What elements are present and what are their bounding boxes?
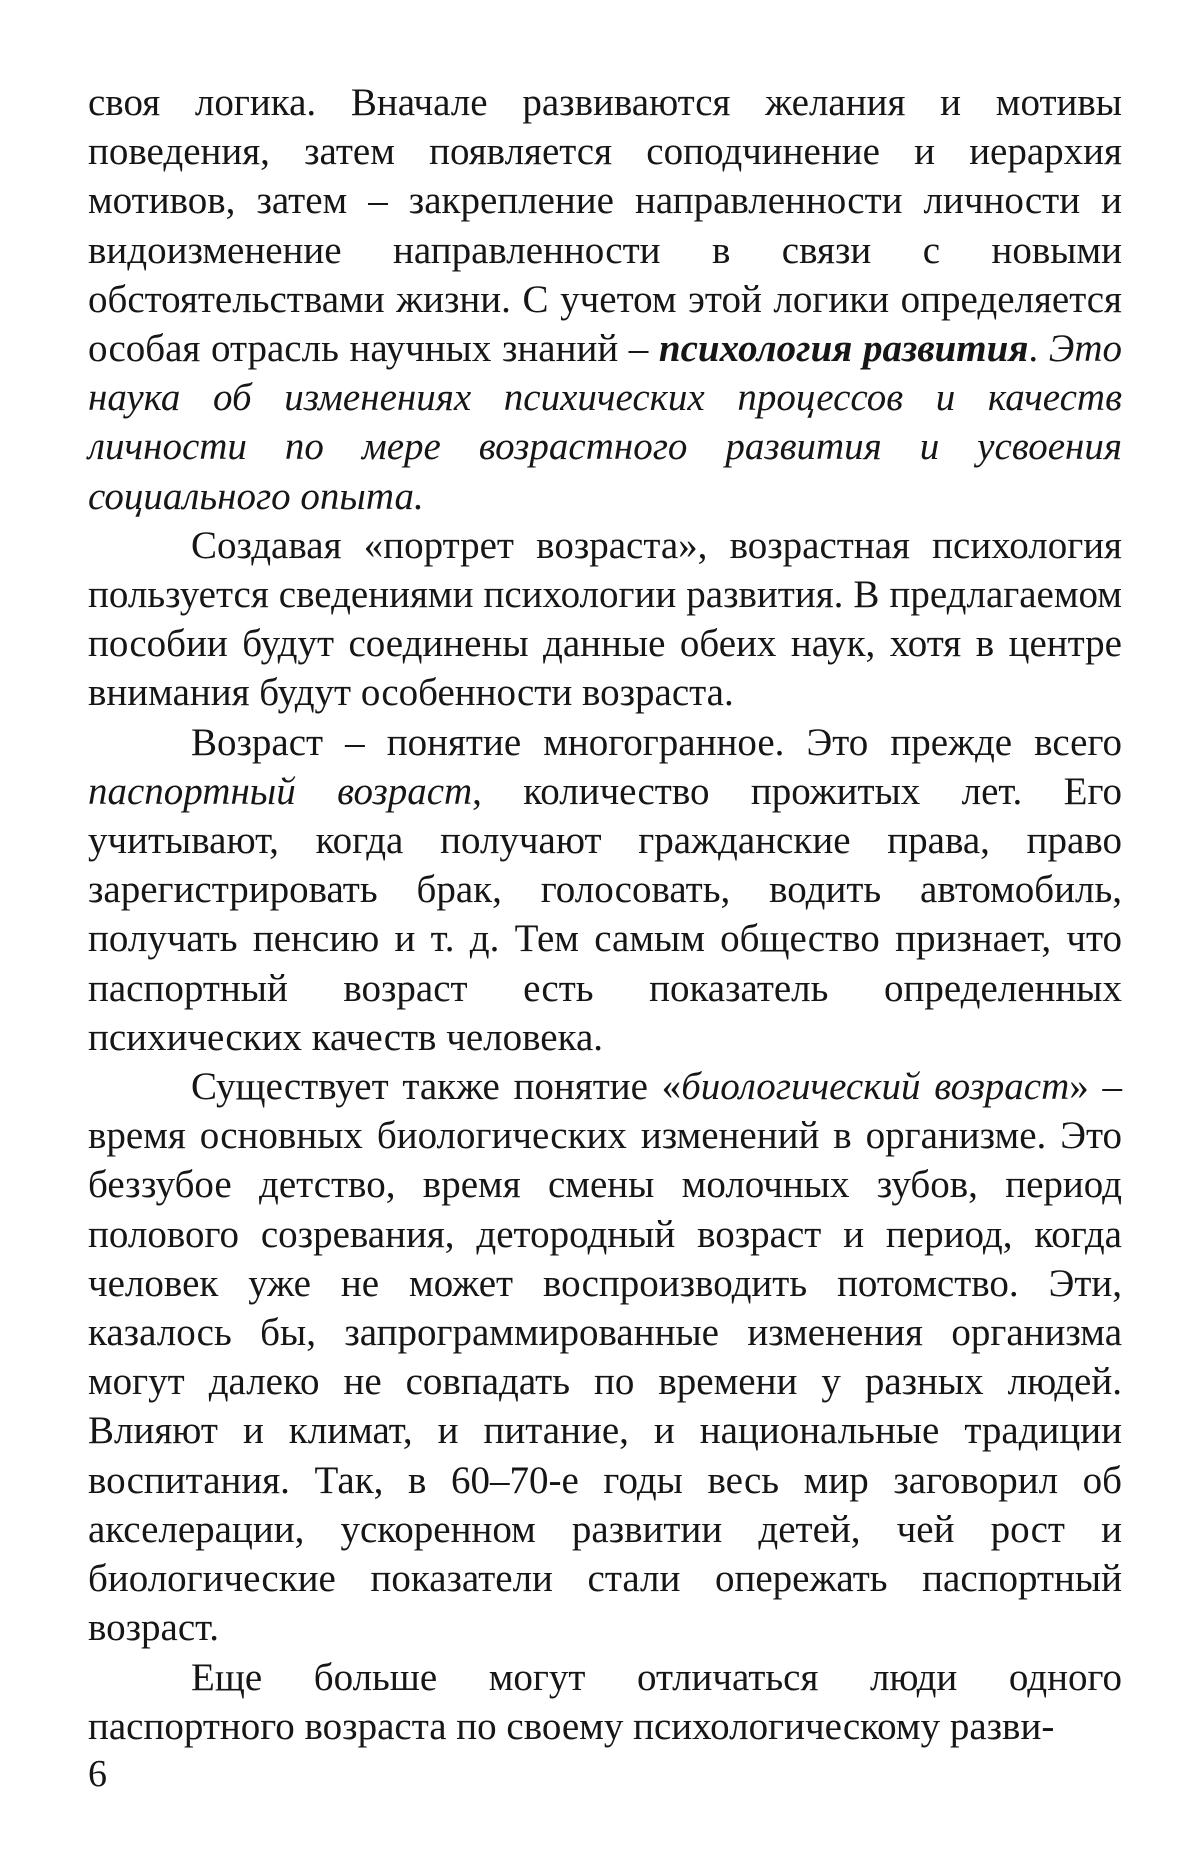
page-body (88, 78, 1122, 1751)
paragraph-text: Существует также понятие « (191, 1065, 682, 1109)
paragraph-text: » – время основных биологических изменений в организме. Это беззубое детство, время смены молочных зубов, период полового созревания, детородный возраст и период, когда человек уже не может воспроизводить потомство. Эти, казалось бы, запрограммированные изменения организма могут далеко не совпадать по времени у разных людей. Влияют и климат, и питание, и национальные традиции воспитания. Так, в 60–70-е годы весь мир заговорил об акселерации, ускоренном развитии детей, чей рост и биологические показатели стали опережать паспортный возраст. (88, 1065, 1123, 1650)
paragraph-text: Еще больше могут отличаться люди одного паспортного возраста по своему психологическому разви- (88, 1655, 1122, 1748)
paragraph (88, 1653, 1122, 1751)
paragraph-text: . (1028, 327, 1049, 371)
term-psychology-of-development: психология развития (658, 327, 1029, 371)
paragraph-text: Создавая «портрет возраста», возрастная психология пользуется сведениями психологии развития. В предлагаемом пособии будут соединены данные обеих наук, хотя в центре внимания будут особенности возраста. (88, 523, 1122, 715)
paragraph-text: , количество прожитых лет. Его учитывают, когда получают гражданские права, право зарегистрировать брак, голосовать, водить автомобиль, получать пенсию и т. д. Тем самым общество признает, что паспортный возраст есть показатель определенных психических качеств человека. (88, 769, 1122, 1059)
paragraph (88, 78, 1122, 521)
paragraph (88, 718, 1122, 1062)
definition-text: Это наука об изменениях психических процессов и качеств личности по мере возрастного развития и усвоения социального опыта. (88, 327, 1122, 518)
term-biological-age: биологический возраст (681, 1065, 1070, 1109)
paragraph-text: своя логика. Вначале развиваются желания и мотивы поведения, затем появляется соподчинение и иерархия мотивов, затем – закрепление направленности личности и видоизменение направленности в связи с новыми обстоятельствами жизни. С учетом этой логики определяется особая отрасль научных знаний – (88, 81, 1122, 371)
term-passport-age: паспортный возраст (88, 769, 473, 813)
page-number: 6 (88, 1753, 107, 1795)
paragraph (88, 1062, 1122, 1652)
paragraph-text: Возраст – понятие многогранное. Это прежде всего (191, 720, 1122, 764)
paragraph (88, 521, 1122, 718)
